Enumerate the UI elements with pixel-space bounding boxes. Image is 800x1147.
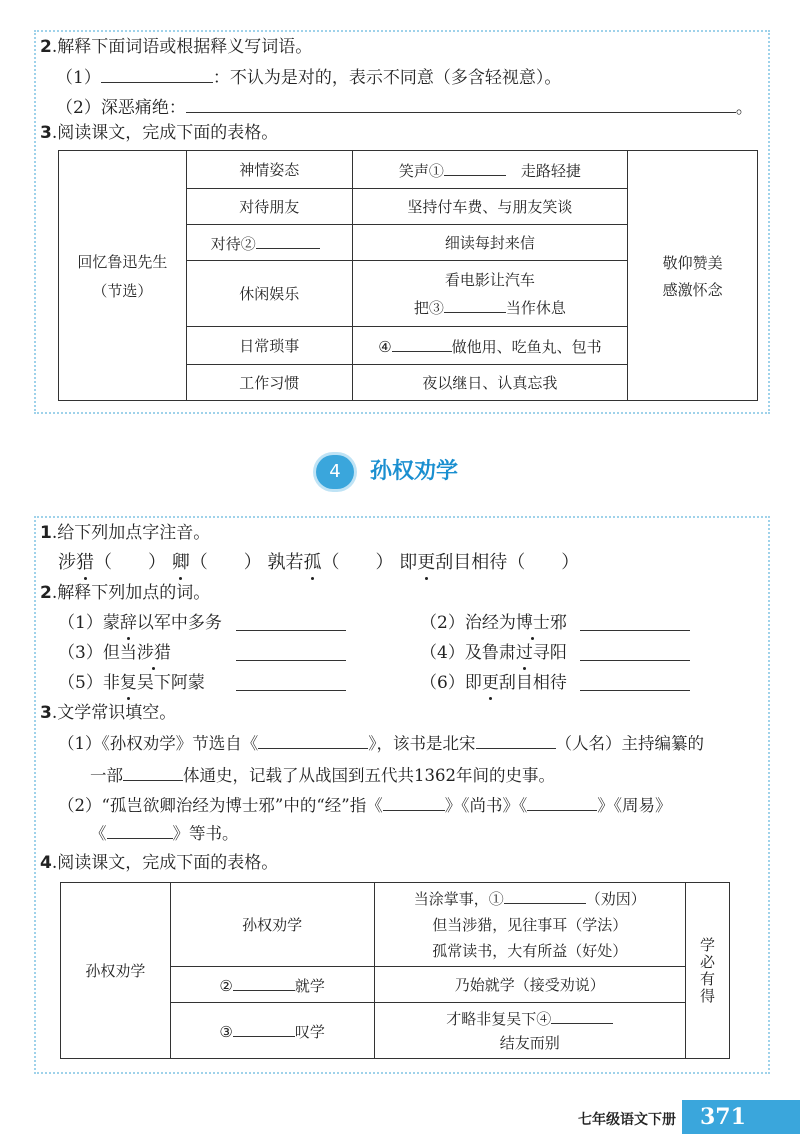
question-1-items: 涉猎（ ） 卿（ ） 孰若孤（ ） 即更刮目相待（ ） xyxy=(58,552,580,573)
answer-blank[interactable] xyxy=(383,794,445,811)
question-3b-item-1-cont: 一部 体通史，记载了从战国到五代共1362年间的史事。 xyxy=(90,766,555,785)
question-2b-item-4: （4）及鲁肃过寻阳 xyxy=(420,643,567,663)
answer-blank[interactable] xyxy=(444,296,506,313)
answer-blank[interactable] xyxy=(258,732,368,749)
question-3b-item-2: （2）“孤岂欲卿治经为博士邪”中的“经”指《 》《尚书》《 》《周易》 xyxy=(58,796,672,815)
answer-blank[interactable] xyxy=(186,96,736,113)
answer-blank[interactable] xyxy=(580,614,690,631)
table-cell: 当涂掌事，① （劝因） 但当涉猎，见往事耳（学法） 孤常读书，大有所益（好处） xyxy=(374,883,686,967)
answer-blank[interactable] xyxy=(101,66,213,83)
question-2-item-2: （2）深恶痛绝： 。 xyxy=(56,98,753,118)
answer-blank[interactable] xyxy=(504,887,586,904)
table-main-cell: 回忆鲁迅先生 （节选） xyxy=(59,151,187,401)
question-3b-item-1: （1）《孙权劝学》节选自《 》，该书是北宋 （人名）主持编纂的 xyxy=(58,734,704,753)
question-2b-item-1: （1）蒙辞以军中多务 xyxy=(58,613,222,633)
question-3b-item-2-cont: 《 》等书。 xyxy=(90,824,239,843)
answer-blank[interactable] xyxy=(233,974,295,991)
answer-blank[interactable] xyxy=(580,674,690,691)
answer-blank[interactable] xyxy=(236,614,346,631)
answer-blank[interactable] xyxy=(476,732,556,749)
question-3b-title: 3.文学常识填空。 xyxy=(40,703,177,723)
table-cell: ④ 做他用、吃鱼丸、包书 xyxy=(352,327,628,365)
book-title-label: 七年级语文下册 xyxy=(578,1112,676,1128)
question-2-item-1: （1） ：不认为是对的，表示不同意（多含轻视意）。 xyxy=(56,68,562,88)
lu-xun-table: 回忆鲁迅先生 （节选） 神情姿态 笑声① 走路轻捷 敬仰赞美 感激怀念 对待朋友 坚持付车费、与朋友笑谈 对待② 细读每封来信 休闲娱乐 看电影让汽车 把③ 当作休息 日常琐事 ④ 做他用、吃鱼丸、包书 工作习惯 夜以继日、认真忘我 xyxy=(58,150,758,401)
question-2b-item-2: （2）治经为博士邪 xyxy=(420,613,567,633)
answer-blank[interactable] xyxy=(256,232,320,249)
table-cell: ② 就学 xyxy=(170,967,374,1003)
table-cell: 对待② xyxy=(186,225,352,261)
question-2-title: 2.解释下面词语或根据释义写词语。 xyxy=(40,37,313,57)
question-1-title: 1.给下列加点字注音。 xyxy=(40,523,211,543)
answer-blank[interactable] xyxy=(392,335,452,352)
question-2b-item-3: （3）但当涉猎 xyxy=(58,643,171,663)
table-cell: 看电影让汽车 把③ 当作休息 xyxy=(352,261,628,327)
sun-quan-table: 孙权劝学 孙权劝学 当涂掌事，① （劝因） 但当涉猎，见往事耳（学法） 孤常读书，大有所益（好处） 学必有得 ② 就学 乃始就学（接受劝说） ③ 叹学 才略非复吴下④ 结友而别 xyxy=(60,882,730,1059)
answer-blank[interactable] xyxy=(580,644,690,661)
question-3-title: 3.阅读课文，完成下面的表格。 xyxy=(40,123,279,143)
table-summary-cell: 敬仰赞美 感激怀念 xyxy=(628,151,758,401)
question-2b-item-6: （6）即更刮目相待 xyxy=(420,673,567,693)
question-4-title: 4.阅读课文，完成下面的表格。 xyxy=(40,853,279,873)
table-cell: 才略非复吴下④ 结友而别 xyxy=(374,1003,686,1059)
answer-blank[interactable] xyxy=(236,644,346,661)
answer-blank[interactable] xyxy=(107,822,173,839)
answer-blank[interactable] xyxy=(527,794,597,811)
table-summary-cell: 学必有得 xyxy=(686,883,730,1059)
table-cell: ③ 叹学 xyxy=(170,1003,374,1059)
question-2b-title: 2.解释下列加点的词。 xyxy=(40,583,211,603)
table-cell: 笑声① 走路轻捷 xyxy=(352,151,628,189)
answer-blank[interactable] xyxy=(551,1007,613,1024)
answer-blank[interactable] xyxy=(444,159,506,176)
answer-blank[interactable] xyxy=(233,1020,295,1037)
page-number: 371 xyxy=(682,1100,800,1134)
section-number-badge: 4 xyxy=(316,455,354,489)
answer-blank[interactable] xyxy=(123,764,183,781)
table-main-cell: 孙权劝学 xyxy=(61,883,171,1059)
question-2b-item-5: （5）非复吴下阿蒙 xyxy=(58,673,205,693)
section-name: 孙权劝学 xyxy=(370,459,459,484)
answer-blank[interactable] xyxy=(236,674,346,691)
